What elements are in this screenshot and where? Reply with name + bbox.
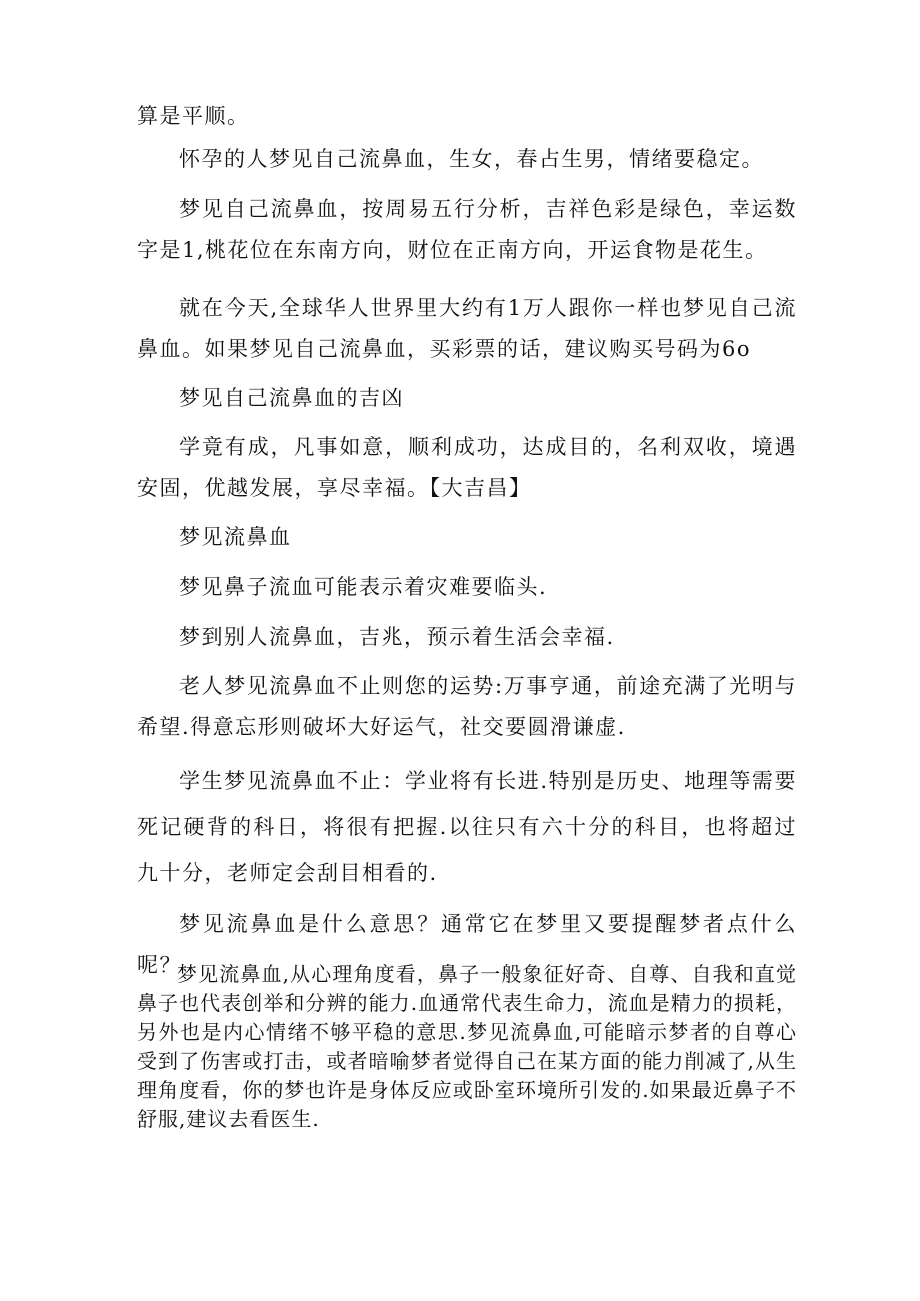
paragraph-fortune: 学竟有成，凡事如意，顺利成功，达成目的，名利双收，境遇安固，优越发展，享尽幸福。【大吉昌】 (137, 435, 797, 500)
paragraph-student: 学生梦见流鼻血不止：学业将有长进.特别是历史、地理等需要死记硬背的科日，将很有把握.以往只有六十分的科目，也将超过九十分，老师定会刮目相看的. (137, 769, 797, 885)
heading-nosebleed: 梦见流鼻血 (179, 525, 292, 549)
paragraph-pregnant: 怀孕的人梦见自己流鼻血，生女，春占生男，情绪要稳定。 (179, 147, 764, 171)
paragraph-question: 梦见流鼻血是什么意思？通常它在梦里又要提醒梦者点什么呢？ (137, 912, 797, 977)
paragraph-elderly: 老人梦见流鼻血不止则您的运势:万事亨通，前途充满了光明与希望.得意忘形则破坏大好运气，社交要圆滑谦虚. (137, 674, 797, 739)
paragraph-continuation: 算是平顺。 (137, 104, 250, 128)
paragraph-five-elements: 梦见自己流鼻血，按周易五行分析，吉祥色彩是绿色，幸运数字是1,桃花位在东南方向，财位在正南方向，开运食物是花生。 (137, 197, 797, 262)
paragraph-others: 梦到别人流鼻血，吉兆，预示着生活会幸福. (179, 625, 615, 649)
paragraph-today: 就在今天,全球华人世界里大约有1万人跟你一样也梦见自己流鼻血。如果梦见自己流鼻血，买彩票的话，建议购买号码为6o (137, 296, 797, 361)
paragraph-disaster: 梦见鼻子流血可能表示着灾难要临头. (179, 575, 548, 599)
paragraph-psychology: 梦见流鼻血,从心理角度看，鼻子一般象征好奇、自尊、自我和直觉鼻子也代表创举和分辨的能力.血通常代表生命力，流血是精力的损耗，另外也是内心情绪不够平稳的意思.梦见流鼻血,可能暗示梦者的自尊心受到了伤害或打击，或者暗喻梦者觉得自己在某方面的能力削减了,从生理角度看，你的梦也许是身体反应或卧室环境所引发的.如果最近鼻子不舒服,建议去看医生. (137, 962, 797, 1131)
heading-fortune: 梦见自己流鼻血的吉凶 (179, 386, 404, 410)
